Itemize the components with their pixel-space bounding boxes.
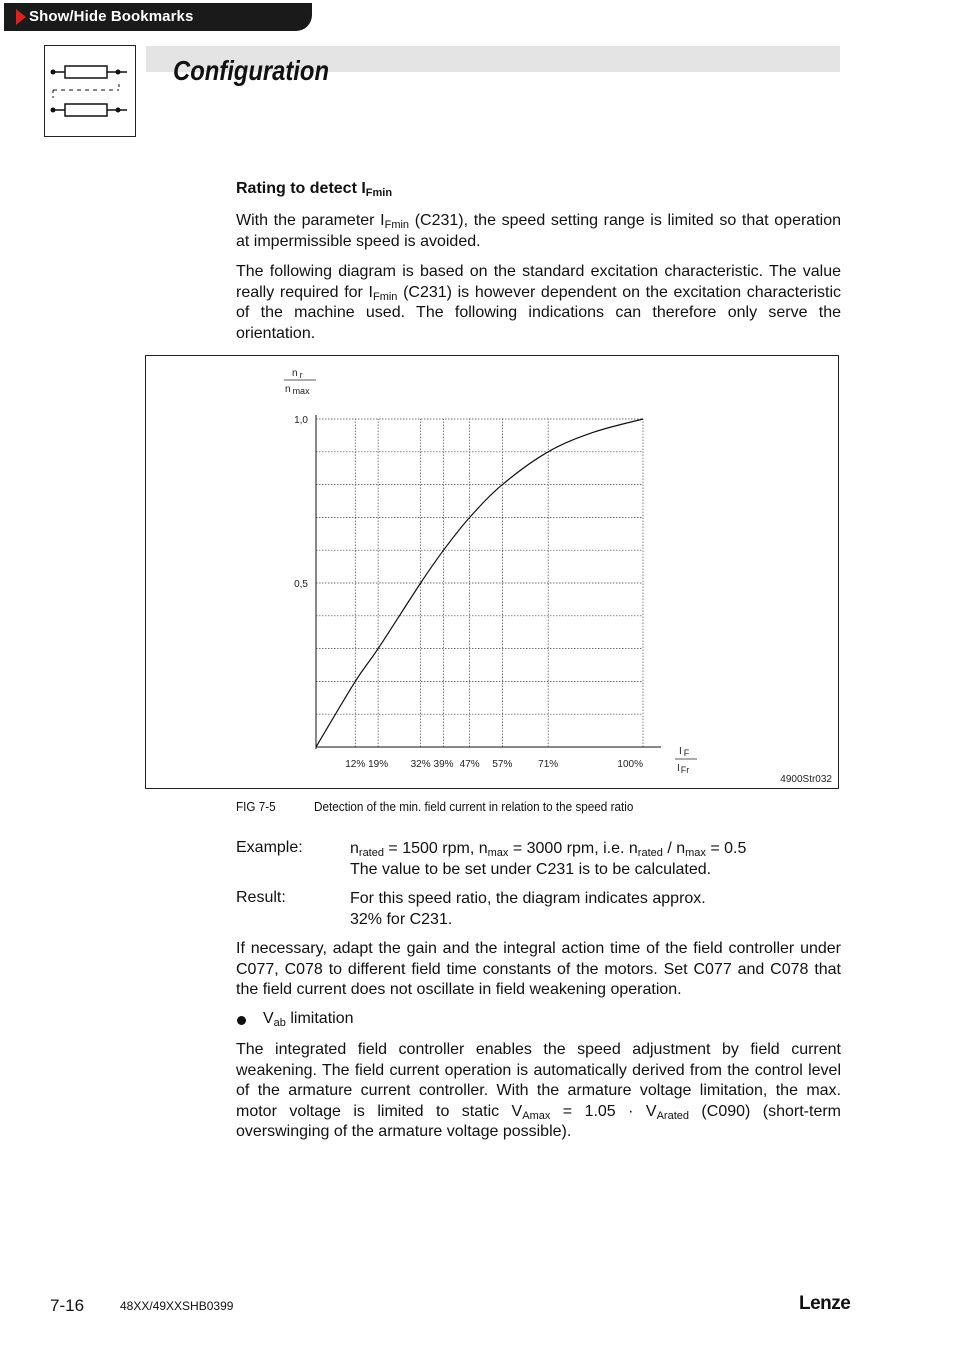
y-label-num: n r — [292, 368, 303, 380]
chapter-icon — [44, 45, 136, 137]
document-code: 48XX/49XXSHB0399 — [120, 1299, 234, 1313]
x-tick-label: 47% — [459, 759, 480, 770]
circuit-icon — [45, 46, 135, 136]
bullet-text: $V_{ab}$ limitation — [263, 1010, 354, 1029]
y-tick-label: 0,5 — [294, 579, 308, 590]
result-label: Result: — [236, 889, 286, 906]
section-heading: Rating to detect $I_{Fmin}$ — [236, 180, 393, 199]
result-text: For this speed ratio, the diagram indicates approx. 32% for C231. — [350, 890, 706, 928]
paragraph-1: With the parameter $I_{Fmin}$ (C231), the speed setting range is limited so that operation at impermissible speed is avoided. — [236, 212, 841, 250]
figure-caption: Detection of the min. field current in relation to the speed ratio — [314, 799, 634, 814]
paragraph-4: The integrated field controller enables the speed adjustment by field current weakening. The field current operation is automatically derived from the control level of the armature current controller. With the armature voltage limitation, the max. motor voltage is limited to static $V_{Amax} = 1.05 \cdot V_{Arated}$ (C090) (short-term overswinging of the armature voltage possible). — [236, 1041, 841, 1140]
x-tick-label: 19% — [368, 759, 389, 770]
y-label-den: n max — [285, 384, 310, 396]
x-label-den: IFr — [677, 763, 690, 775]
page-number: 7-16 — [50, 1296, 85, 1315]
show-hide-bookmarks-button[interactable] — [4, 3, 312, 31]
x-tick-label: 39% — [433, 759, 454, 770]
x-tick-label: 12% — [345, 759, 366, 770]
brand-logo: Lenze — [799, 1293, 851, 1314]
figure-frame — [145, 355, 839, 789]
example-text: $n_{rated} = 1500$ rpm, $n_{max} = 3000$ rpm, i.e. $n_{rated} / n_{max} = 0.5$ The value to be set under C231 is to be calculated. — [350, 840, 747, 878]
x-label-num: I F — [679, 746, 690, 758]
example-label: Example: — [236, 839, 303, 856]
bookmarks-label: Show/Hide Bookmarks — [29, 8, 194, 25]
x-tick-label: 57% — [492, 759, 513, 770]
paragraph-3: If necessary, adapt the gain and the integral action time of the field controller under C077, C078 to different field time constants of the motors. Set C077 and C078 that the field current does not oscillate in field weakening operation. — [236, 940, 841, 998]
paragraph-2: The following diagram is based on the standard excitation characteristic. The value really required for $I_{Fmin}$ (C231) is however dependent on the excitation characteristic of the machine used. The following indications can therefore only serve the orientation. — [236, 263, 842, 342]
x-tick-label: 32% — [410, 759, 431, 770]
triangle-right-icon — [16, 9, 26, 25]
x-tick-label: 100% — [617, 759, 643, 770]
y-tick-label: 1,0 — [294, 415, 308, 426]
bullet-icon — [237, 1016, 246, 1025]
figure-number: FIG 7-5 — [236, 799, 276, 814]
x-tick-label: 71% — [538, 759, 559, 770]
figure-code: 4900Str032 — [780, 774, 832, 785]
speed-ratio-chart — [146, 356, 838, 788]
page-title: Configuration — [173, 55, 330, 86]
